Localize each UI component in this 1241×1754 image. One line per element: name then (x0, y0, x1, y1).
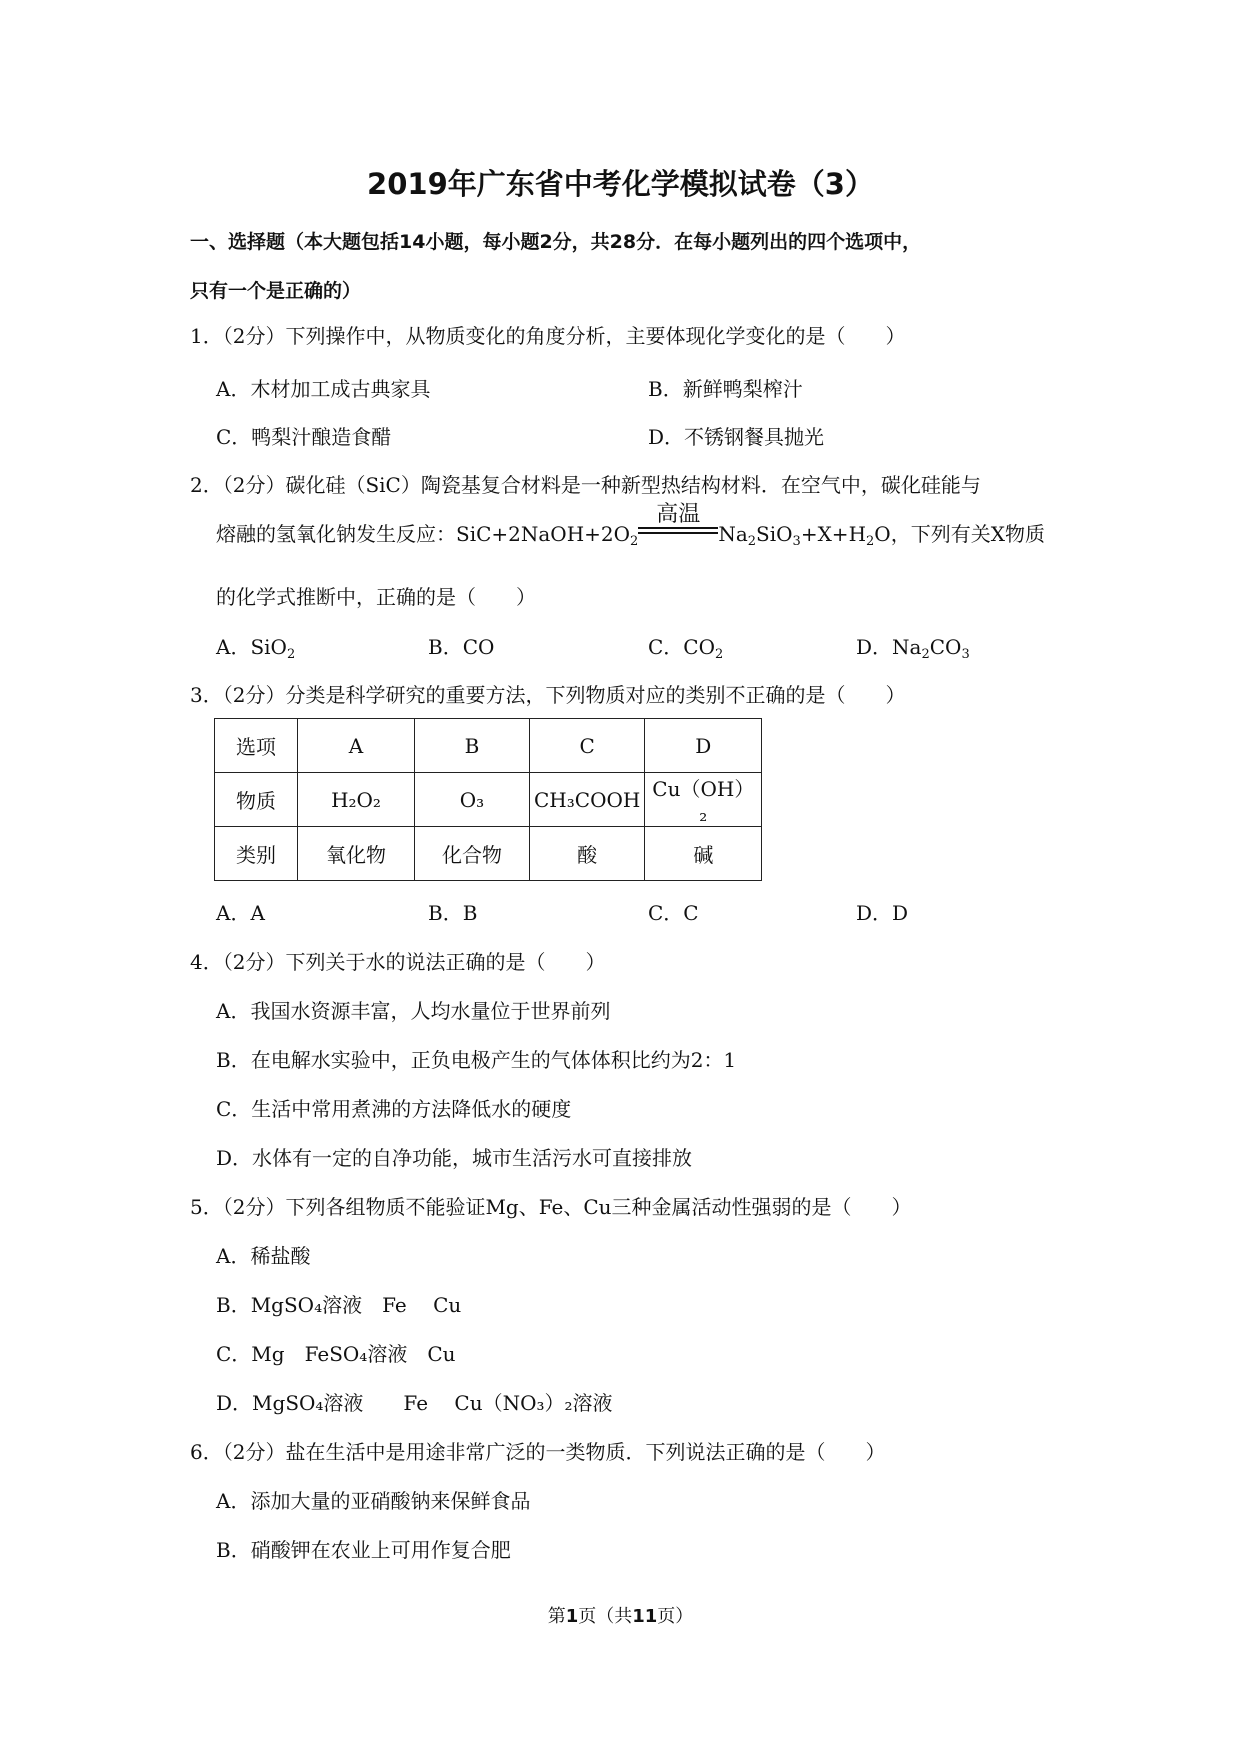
q1-option-d[interactable]: D．不锈钢餐具抛光 (648, 425, 825, 449)
q4-option-c[interactable]: C．生活中常用煮沸的方法降低水的硬度 (216, 1097, 572, 1121)
q6-option-a[interactable]: A．添加大量的亚硝酸钠来保鲜食品 (216, 1489, 531, 1513)
table-cell: 物质 (215, 773, 298, 827)
section-heading-line2: 只有一个是正确的） (190, 280, 362, 302)
question-1-stem: 1．（2分）下列操作中，从物质变化的角度分析，主要体现化学变化的是（ ） (190, 324, 906, 348)
table-row-category (215, 827, 762, 881)
table-row-substance (215, 773, 762, 827)
table-cell: D (645, 719, 762, 773)
q2-option-a[interactable]: A．SiO$_2$ (216, 635, 296, 662)
footer-text: 页（共 (578, 1606, 633, 1627)
q2-option-c[interactable]: C．$CO_2$ (648, 635, 724, 662)
q4-option-b[interactable]: B．在电解水实验中，正负电极产生的气体体积比约为2：1 (216, 1048, 737, 1072)
table-cell: 选项 (215, 719, 298, 773)
table-cell: O₃ (415, 773, 530, 827)
q1-option-c[interactable]: C．鸭梨汁酿造食醋 (216, 425, 392, 449)
q2-option-d[interactable]: D．$Na_2CO_3$ (856, 635, 970, 662)
q2-reaction-line: 熔融的氢氧化钠发生反应：$SiC+2NaOH+2O_2$ 高温 $Na_2SiO_3+X+H_2O$，下列有关X物质 (216, 518, 1045, 547)
q3-option-d[interactable]: D．D (856, 901, 909, 925)
reaction-condition-arrow (638, 502, 718, 543)
question-5-stem: 5．（2分）下列各组物质不能验证Mg、Fe、Cu三种金属活动性强弱的是（ ） (190, 1195, 912, 1219)
footer-text: 第 (547, 1606, 566, 1627)
table-cell: CH₃COOH (530, 773, 645, 827)
table-cell: 化合物 (415, 827, 530, 881)
q3-option-b[interactable]: B．B (428, 901, 478, 925)
q3-option-c[interactable]: C．C (648, 901, 699, 925)
classification-table (214, 718, 762, 881)
question-2-stem: 2．（2分）碳化硅（SiC）陶瓷基复合材料是一种新型热结构材料．在空气中，碳化硅能与 (190, 473, 981, 497)
q5-option-b[interactable]: B．MgSO₄溶液 Fe Cu (216, 1293, 462, 1317)
question-4-stem: 4．（2分）下列关于水的说法正确的是（ ） (190, 950, 606, 974)
page-number: 1 (565, 1606, 579, 1627)
table-cell: Cu（OH）₂ (645, 773, 762, 827)
table-cell: 碱 (645, 827, 762, 881)
page-title: 2019年广东省中考化学模拟试卷（3） (367, 167, 874, 201)
table-row-header (215, 719, 762, 773)
q4-option-a[interactable]: A．我国水资源丰富，人均水量位于世界前列 (216, 999, 611, 1023)
q1-option-a[interactable]: A．木材加工成古典家具 (216, 377, 431, 401)
total-pages: 11 (632, 1606, 658, 1627)
q3-option-a[interactable]: A．A (216, 901, 265, 925)
table-cell: A (298, 719, 415, 773)
question-6-stem: 6．（2分）盐在生活中是用途非常广泛的一类物质．下列说法正确的是（ ） (190, 1440, 886, 1464)
table-cell: H₂O₂ (298, 773, 415, 827)
q2-option-b[interactable]: B．CO (428, 635, 495, 659)
q2-reaction-prefix: 熔融的氢氧化钠发生反应：SiC+2NaOH+2O (216, 522, 631, 546)
table-cell: 酸 (530, 827, 645, 881)
reaction-condition-label: 高温 (656, 502, 701, 527)
q5-option-d[interactable]: D．MgSO₄溶液 Fe Cu（NO₃）₂溶液 (216, 1391, 613, 1415)
q1-option-b[interactable]: B．新鲜鸭梨榨汁 (648, 377, 803, 401)
table-cell: B (415, 719, 530, 773)
page-footer (0, 1602, 1241, 1628)
q2-reaction-suffix: ，下列有关X物质 (890, 522, 1045, 546)
q5-option-c[interactable]: C．Mg FeSO₄溶液 Cu (216, 1342, 456, 1366)
footer-text: 页） (657, 1606, 694, 1627)
section-heading-line1: 一、选择题（本大题包括14小题，每小题2分，共28分．在每小题列出的四个选项中， (190, 231, 922, 253)
q4-option-d[interactable]: D．水体有一定的自净功能，城市生活污水可直接排放 (216, 1146, 693, 1170)
table-cell: C (530, 719, 645, 773)
question-2-line3: 的化学式推断中，正确的是（ ） (216, 585, 536, 609)
question-3-stem: 3．（2分）分类是科学研究的重要方法，下列物质对应的类别不正确的是（ ） (190, 683, 906, 707)
table-cell: 类别 (215, 827, 298, 881)
q6-option-b[interactable]: B．硝酸钾在农业上可用作复合肥 (216, 1538, 511, 1562)
q5-option-a[interactable]: A．稀盐酸 (216, 1244, 311, 1268)
table-cell: 氧化物 (298, 827, 415, 881)
